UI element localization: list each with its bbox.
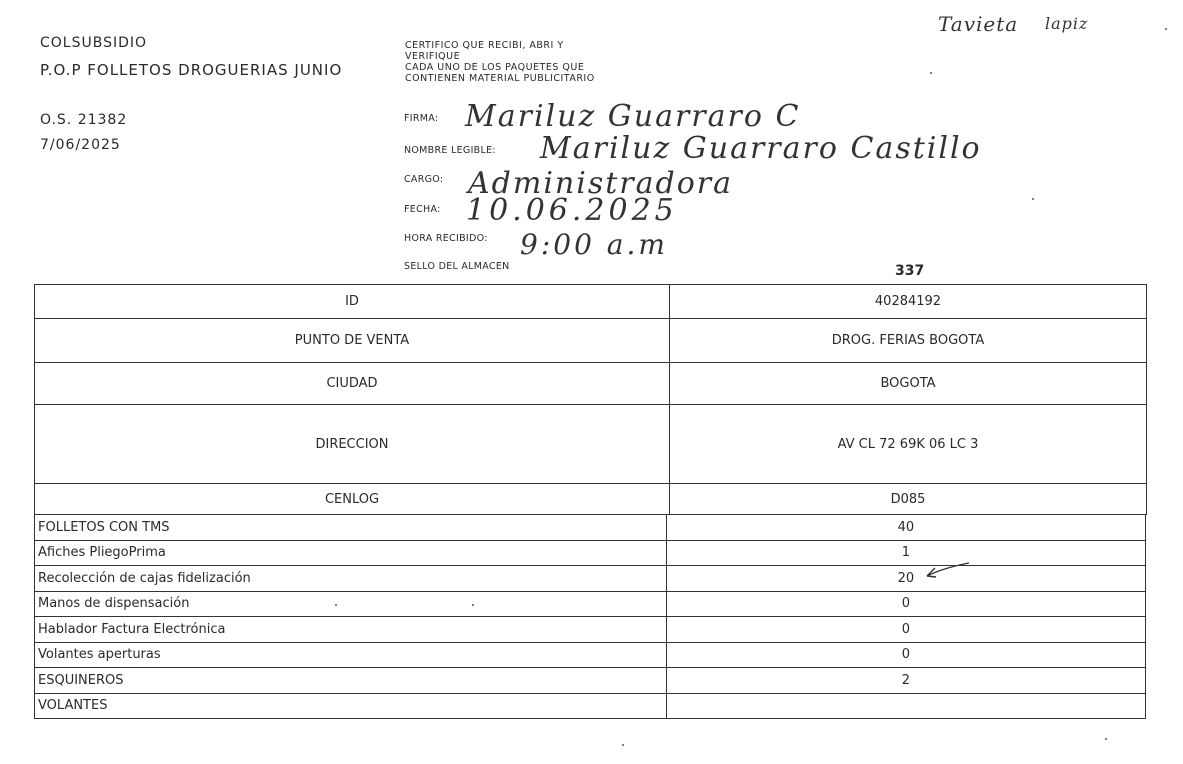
- item-label: Manos de dispensación: [35, 591, 667, 617]
- firma-label: FIRMA:: [404, 113, 439, 124]
- item-label: FOLLETOS CON TMS: [35, 515, 667, 541]
- item-value: 1: [666, 540, 1145, 566]
- sello-label: SELLO DEL ALMACEN: [404, 261, 510, 272]
- item-row: [35, 642, 1146, 668]
- item-row: [35, 693, 1146, 719]
- store-info-table: [34, 284, 1147, 515]
- certificate-line-2: VERIFIQUE: [405, 51, 461, 62]
- sheet-number: 337: [895, 263, 925, 279]
- item-label: Volantes aperturas: [35, 642, 667, 668]
- item-row: [35, 515, 1146, 541]
- note-right: lapiz: [1045, 14, 1089, 33]
- scan-speck: [335, 604, 337, 606]
- item-value: 40: [666, 515, 1145, 541]
- order-date: 7/06/2025: [40, 137, 121, 153]
- store-label: ID: [35, 285, 670, 319]
- item-row: [35, 540, 1146, 566]
- item-value-text: 20: [897, 570, 915, 586]
- store-row-ciudad: [35, 363, 1147, 405]
- item-row: [35, 668, 1146, 694]
- item-value: 0: [666, 642, 1145, 668]
- store-value: BOGOTA: [670, 363, 1147, 405]
- handwritten-arrow-icon: [923, 560, 973, 582]
- store-row-punto: [35, 319, 1147, 363]
- item-value: 2: [666, 668, 1145, 694]
- fecha-label: FECHA:: [404, 204, 441, 215]
- campaign-title: P.O.P FOLLETOS DROGUERIAS JUNIO: [40, 61, 343, 79]
- certificate-text: [405, 40, 595, 84]
- scan-speck: [472, 604, 474, 606]
- item-label: Recolección de cajas fidelización: [35, 566, 667, 592]
- nombre-value: Mariluz Guarraro Castillo: [540, 131, 982, 166]
- item-row: [35, 617, 1146, 643]
- store-label: CIUDAD: [35, 363, 670, 405]
- hora-value: 9:00 a.m: [520, 228, 668, 261]
- scan-speck: [622, 744, 624, 746]
- store-row-id: [35, 285, 1147, 319]
- store-row-cenlog: [35, 484, 1147, 515]
- scan-speck: [930, 72, 932, 74]
- store-value: D085: [670, 484, 1147, 515]
- store-row-direccion: [35, 405, 1147, 484]
- hora-label: HORA RECIBIDO:: [404, 233, 488, 244]
- cargo-label: CARGO:: [404, 174, 444, 185]
- company-name: COLSUBSIDIO: [40, 35, 148, 51]
- scan-speck: [1165, 28, 1167, 30]
- order-number: O.S. 21382: [40, 112, 128, 128]
- store-label: PUNTO DE VENTA: [35, 319, 670, 363]
- item-value: 0: [666, 591, 1145, 617]
- items-table: [34, 514, 1146, 719]
- store-label: DIRECCION: [35, 405, 670, 484]
- item-value: [666, 566, 1145, 592]
- store-value: AV CL 72 69K 06 LC 3: [670, 405, 1147, 484]
- item-value: [666, 693, 1145, 719]
- item-row: [35, 566, 1146, 592]
- note-left: Tavieta: [938, 12, 1019, 36]
- scan-speck: [1105, 738, 1107, 740]
- item-label: ESQUINEROS: [35, 668, 667, 694]
- firma-value: Mariluz Guarraro C: [465, 99, 801, 134]
- fecha-value: 10.06.2025: [466, 193, 678, 228]
- store-value: 40284192: [670, 285, 1147, 319]
- item-label: VOLANTES: [35, 693, 667, 719]
- cargo-value: Administradora: [468, 166, 733, 201]
- item-row: [35, 591, 1146, 617]
- store-value: DROG. FERIAS BOGOTA: [670, 319, 1147, 363]
- scan-speck: [1032, 198, 1034, 200]
- item-label: Hablador Factura Electrónica: [35, 617, 667, 643]
- certificate-line-4: CONTIENEN MATERIAL PUBLICITARIO: [405, 73, 595, 84]
- certificate-line-1: CERTIFICO QUE RECIBI, ABRI Y: [405, 40, 564, 51]
- nombre-label: NOMBRE LEGIBLE:: [404, 145, 496, 156]
- store-label: CENLOG: [35, 484, 670, 515]
- certificate-line-3: CADA UNO DE LOS PAQUETES QUE: [405, 62, 585, 73]
- item-value: 0: [666, 617, 1145, 643]
- item-label: Afiches PliegoPrima: [35, 540, 667, 566]
